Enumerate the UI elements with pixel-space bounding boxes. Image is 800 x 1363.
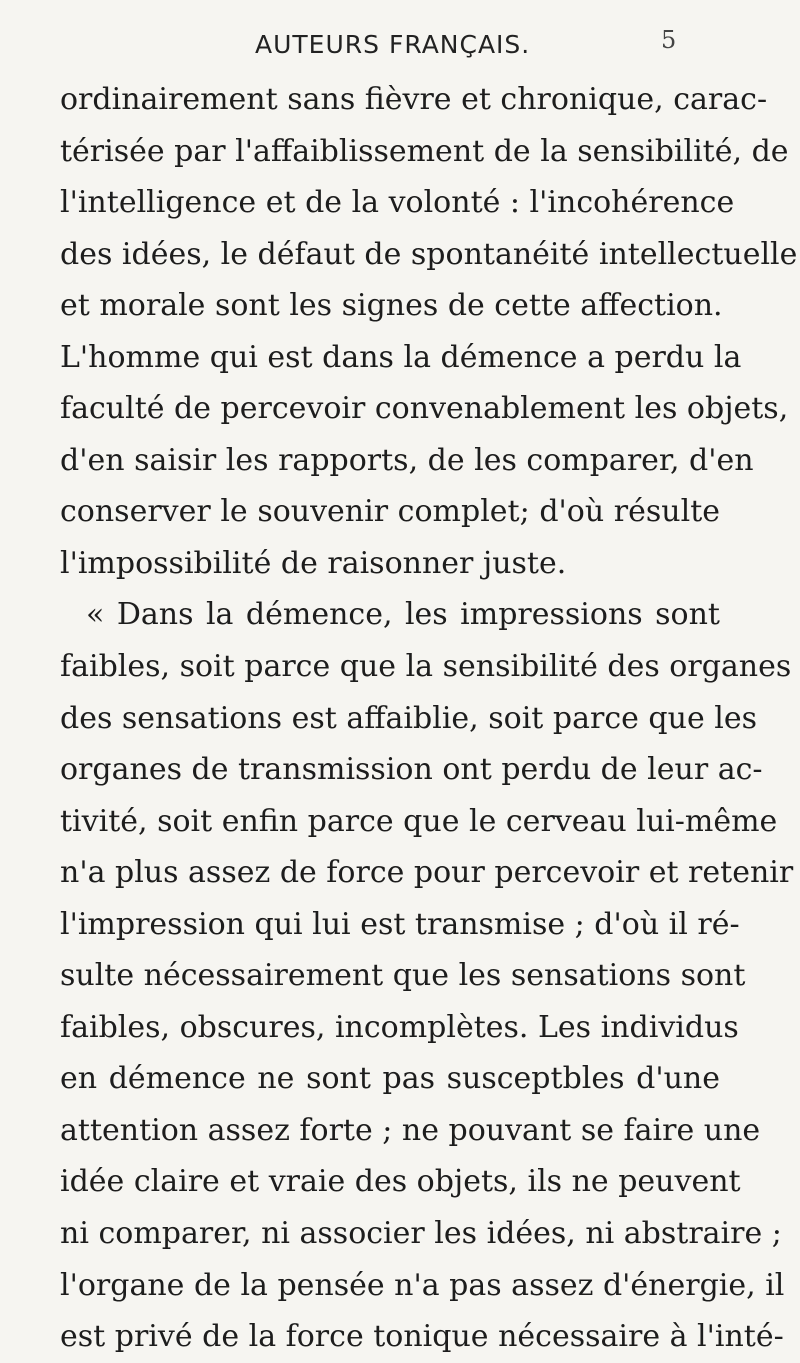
text-line: idée claire et vraie des objets, ils ne peuvent bbox=[60, 1164, 741, 1200]
text-line: l'impression qui lui est transmise ; d'où il ré- bbox=[60, 906, 740, 942]
paragraph-start-line: « Dans la démence, les impressions sont bbox=[86, 597, 720, 633]
text-line: organes de transmission ont perdu de leur ac- bbox=[60, 752, 763, 788]
running-head bbox=[0, 26, 800, 66]
page-number: 5 bbox=[661, 26, 677, 54]
text-line: attention assez forte ; ne pouvant se faire une bbox=[60, 1112, 761, 1148]
text-line: L'homme qui est dans la démence a perdu la bbox=[60, 339, 742, 375]
text-line: faibles, obscures, incomplètes. Les individus bbox=[60, 1009, 739, 1045]
text-line: faculté de percevoir convenablement les objets, bbox=[60, 391, 789, 427]
text-line: térisée par l'affaiblissement de la sensibilité, de bbox=[60, 133, 789, 169]
text-line: d'en saisir les rapports, de les comparer, d'en bbox=[60, 442, 754, 478]
running-title: AUTEURS FRANÇAIS. bbox=[255, 30, 531, 59]
text-line: ni comparer, ni associer les idées, ni abstraire ; bbox=[60, 1216, 782, 1252]
body-text bbox=[60, 74, 798, 1363]
text-line: l'organe de la pensée n'a pas assez d'énergie, il bbox=[60, 1267, 785, 1303]
text-line: conserver le souvenir complet; d'où résulte bbox=[60, 494, 720, 530]
text-line: en démence ne sont pas susceptbles d'une bbox=[60, 1061, 720, 1097]
text-line: l'intelligence et de la volonté : l'incohérence bbox=[60, 185, 735, 221]
text-line: tivité, soit enfin parce que le cerveau lui-même bbox=[60, 803, 778, 839]
text-line: sulte nécessairement que les sensations sont bbox=[60, 958, 746, 994]
paragraph-end-line: l'impossibilité de raisonner juste. bbox=[60, 545, 567, 581]
text-line: des idées, le défaut de spontanéité intellectuelle bbox=[60, 236, 798, 272]
text-line: des sensations est affaiblie, soit parce que les bbox=[60, 700, 757, 736]
text-line: n'a plus assez de force pour percevoir et retenir bbox=[60, 855, 794, 891]
text-line: est privé de la force tonique nécessaire à l'inté- bbox=[60, 1319, 784, 1355]
text-line: faibles, soit parce que la sensibilité des organes bbox=[60, 649, 792, 685]
text-line: et morale sont les signes de cette affection. bbox=[60, 288, 723, 324]
text-line: ordinairement sans fièvre et chronique, carac- bbox=[60, 82, 768, 117]
